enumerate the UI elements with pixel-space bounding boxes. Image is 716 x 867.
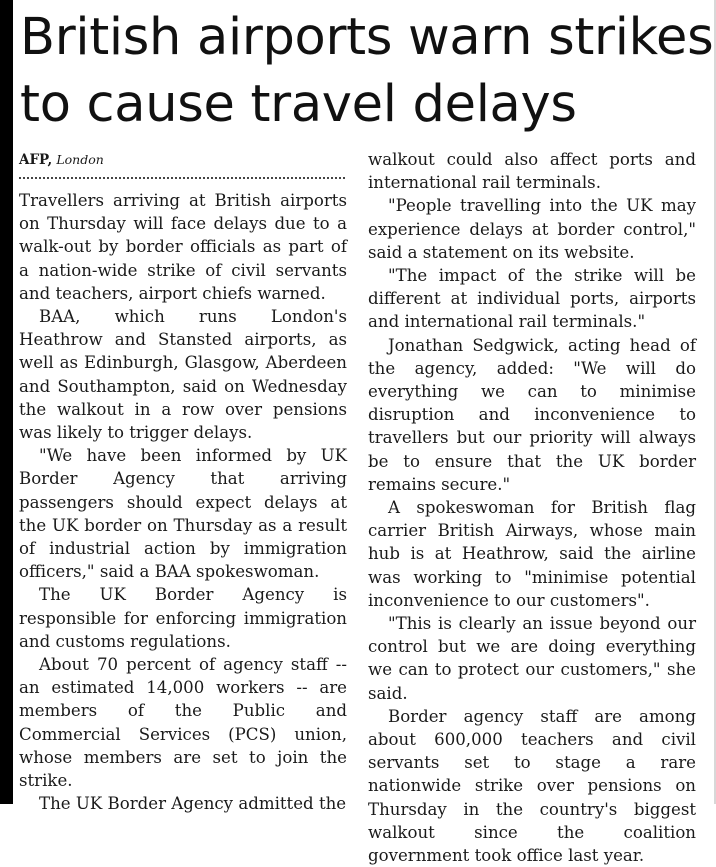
paragraph: "The impact of the strike will be different at individual ports, airports and international rail terminals."	[368, 266, 696, 332]
headline-line-2: to cause travel delays	[20, 75, 577, 134]
paragraph: About 70 percent of agency staff -- an estimated 14,000 workers -- are members of the Public and Commercial Services (PCS) union, whose members are set to join the strike.	[19, 655, 347, 791]
paragraph: "This is clearly an issue beyond our control but we are doing everything we can to protect our customers," she said.	[368, 614, 696, 703]
paragraph: The UK Border Agency admitted the	[39, 794, 347, 814]
paragraph: "We have been informed by UK Border Agency that arriving passengers should expect delays at the UK border on Thursday as a result of industrial action by immigration officers," said a BAA spokeswoman.	[19, 446, 347, 582]
paragraph: BAA, which runs London's Heathrow and Stansted airports, as well as Edinburgh, Glasgow, Aberdeen and Southampton, said on Wednesday the walkout in a row over pensions was likely to trigger delays.	[19, 307, 347, 443]
paragraph: Travellers arriving at British airports on Thursday will face delays due to a walk-out by border officials as part of a nation-wide strike of civil servants and teachers, airport chiefs warned.	[19, 191, 347, 303]
paragraph: Jonathan Sedgwick, acting head of the agency, added: "We will do everything we can to minimise disruption and inconvenience to travellers but our priority will always be to ensure that the UK border remains secure."	[368, 335, 696, 494]
headline	[20, 4, 714, 138]
left-margin-bar	[0, 0, 13, 804]
byline	[19, 150, 347, 171]
paragraph: A spokeswoman for British flag carrier British Airways, whose main hub is at Heathrow, said the airline was working to "minimise potential inconvenience to our customers".	[368, 498, 696, 610]
dotted-separator	[19, 177, 345, 179]
paragraph: walkout could also affect ports and international rail terminals.	[368, 150, 696, 193]
article-column-left	[19, 150, 347, 815]
paragraph: Border agency staff are among about 600,000 teachers and civil servants set to stage a rare nationwide strike over pensions on Thursday in the country's biggest walkout since the coalition government took office last year.	[368, 706, 696, 866]
headline-line-1: British airports warn strikes	[20, 8, 714, 67]
paragraph: The UK Border Agency is responsible for enforcing immigration and customs regulations.	[19, 585, 347, 651]
byline-agency: AFP,	[19, 152, 53, 168]
article-column-right	[368, 148, 696, 867]
paragraph: "People travelling into the UK may experience delays at border control," said a statement on its website.	[368, 196, 696, 262]
byline-city: London	[56, 152, 104, 167]
